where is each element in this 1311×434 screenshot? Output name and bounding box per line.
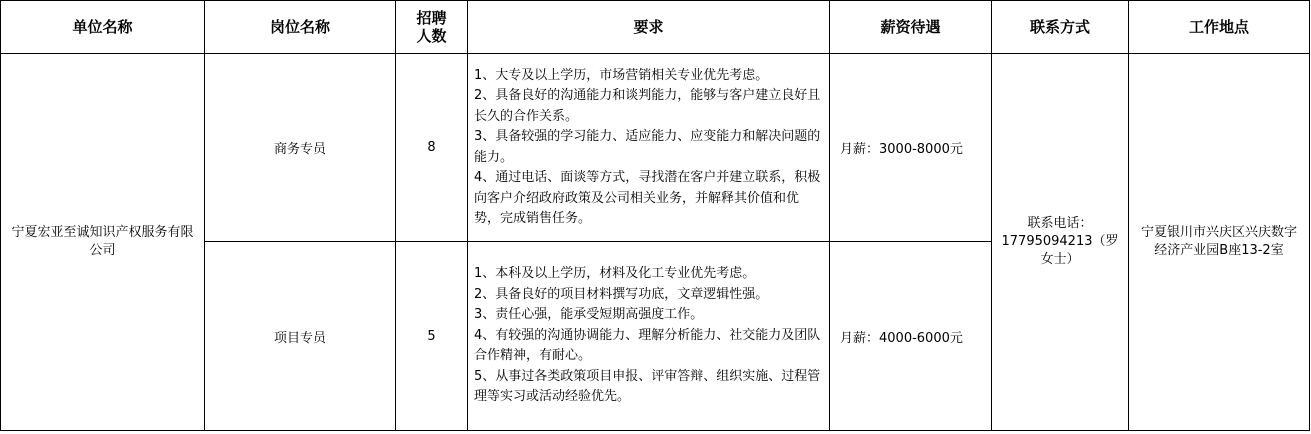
- job-row-1: [1, 54, 1310, 242]
- requirement-item: 1、本科及以上学历，材料及化工专业优先考虑。: [474, 266, 756, 282]
- job-count: 5: [396, 242, 468, 431]
- requirement-item: 5、从事过各类政策项目申报、评审答辩、组织实施、过程管理等实习或活动经验优先。: [474, 368, 821, 405]
- requirement-item: 3、责任心强，能承受短期高强度工作。: [474, 307, 704, 323]
- job-title: 商务专员: [205, 54, 396, 242]
- header-company: 单位名称: [1, 1, 205, 54]
- header-row: [1, 1, 1310, 54]
- requirement-item: 4、通过电话、面谈等方式，寻找潜在客户并建立联系，积极向客户介绍政府政策及公司相关业务，并解释其价值和优势，完成销售任务。: [474, 170, 821, 226]
- job-requirements: [468, 242, 830, 431]
- requirement-item: 3、具备较强的学习能力、适应能力、应变能力和解决问题的能力。: [474, 129, 821, 165]
- requirement-item: 1、大专及以上学历，市场营销相关专业优先考虑。: [474, 67, 769, 83]
- header-salary: 薪资待遇: [830, 1, 992, 54]
- job-requirements: [468, 54, 830, 242]
- work-location: 宁夏银川市兴庆区兴庆数字经济产业园B座13-2室: [1129, 54, 1310, 431]
- job-count: 8: [396, 54, 468, 242]
- requirement-item: 4、有较强的沟通协调能力、理解分析能力、社交能力及团队合作精神，有耐心。: [474, 327, 821, 364]
- contact-info: 联系电话：17795094213（罗女士）: [992, 54, 1129, 431]
- header-contact: 联系方式: [992, 1, 1129, 54]
- header-requirements: 要求: [468, 1, 830, 54]
- requirement-item: 2、具备良好的项目材料撰写功底，文章逻辑性强。: [474, 286, 769, 302]
- job-salary: 月薪：3000-8000元: [830, 54, 992, 242]
- header-count: 招聘人数: [396, 1, 468, 54]
- job-title: 项目专员: [205, 242, 396, 431]
- header-position: 岗位名称: [205, 1, 396, 54]
- header-location: 工作地点: [1129, 1, 1310, 54]
- job-salary: 月薪：4000-6000元: [830, 242, 992, 431]
- company-name: 宁夏宏亚至诚知识产权服务有限公司: [1, 54, 205, 431]
- requirement-item: 2、具备良好的沟通能力和谈判能力，能够与客户建立良好且长久的合作关系。: [474, 88, 821, 124]
